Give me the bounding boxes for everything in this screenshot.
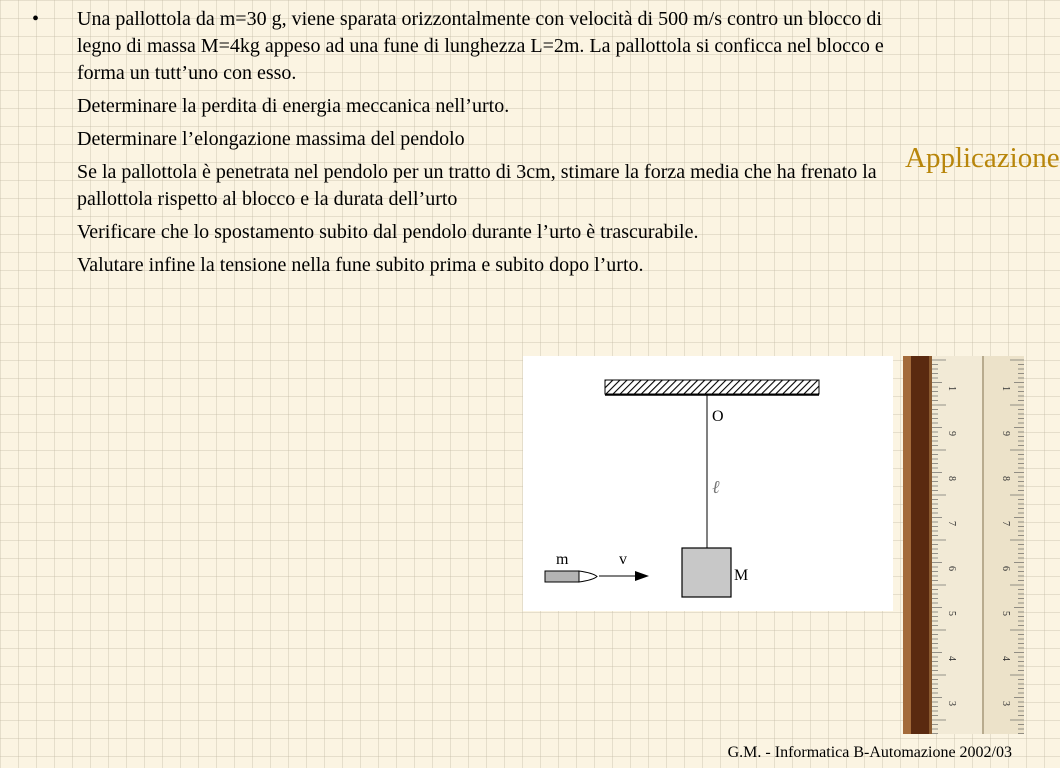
bullet-symbol: • xyxy=(32,8,40,30)
question-displacement: Verificare che lo spostamento subito dal pendolo durante l’urto è trascurabile. xyxy=(77,221,699,243)
bullet-item xyxy=(30,6,910,87)
footer-label: G.M. - Informatica B-Automazione 2002/03 xyxy=(727,744,1012,761)
pendulum-diagram xyxy=(523,356,893,611)
question-energy-loss: Determinare la perdita di energia meccanica nell’urto. xyxy=(77,95,510,117)
ruler-number: 9 xyxy=(1000,431,1011,436)
ruler-scale-right xyxy=(984,356,1024,734)
ruler-number: 4 xyxy=(1000,656,1011,661)
bullet-tip xyxy=(579,571,597,582)
ruler-number: 7 xyxy=(946,521,957,526)
ruler-number: 1 xyxy=(1000,386,1011,391)
string-length-label: ℓ xyxy=(712,477,720,497)
side-title xyxy=(905,142,1060,175)
ruler-number: 4 xyxy=(946,656,957,661)
block-label: M xyxy=(734,567,749,584)
ruler-scale-left xyxy=(932,356,982,734)
ceiling-support xyxy=(605,380,819,394)
ruler-number: 6 xyxy=(1000,566,1011,571)
ruler-number: 1 xyxy=(946,386,957,391)
pivot-label: O xyxy=(712,408,724,425)
ruler-number: 8 xyxy=(1000,476,1011,481)
ruler-number: 8 xyxy=(946,476,957,481)
question-tension: Valutare infine la tensione nella fune subito prima e subito dopo l’urto. xyxy=(77,254,644,276)
bullet-body xyxy=(545,571,579,582)
ruler-wood-edge-light xyxy=(903,356,911,734)
ruler-image xyxy=(903,356,1024,734)
ruler-number: 5 xyxy=(1000,611,1011,616)
ruler-number: 5 xyxy=(946,611,957,616)
pendulum-svg xyxy=(523,356,893,611)
footer-text xyxy=(728,744,1012,762)
ruler-number: 3 xyxy=(946,701,957,706)
ruler-number: 6 xyxy=(946,566,957,571)
block-mass xyxy=(682,548,731,597)
ruler-svg xyxy=(903,356,1024,734)
ruler-number: 7 xyxy=(1000,521,1011,526)
ruler-number: 3 xyxy=(1000,701,1011,706)
ruler-number: 9 xyxy=(946,431,957,436)
bullet-label: m xyxy=(556,551,569,568)
side-title-text: Applicazione xyxy=(905,142,1060,174)
ruler-wood-edge-dark xyxy=(911,356,929,734)
question-average-force: Se la pallottola è penetrata nel pendolo per un tratto di 3cm, stimare la forza media che ha frenato la pallottola rispetto al blocco e la durata dell’urto xyxy=(77,161,877,210)
velocity-arrow-head xyxy=(635,571,649,581)
slide-content xyxy=(30,6,910,279)
problem-statement: Una pallottola da m=30 g, viene sparata orizzontalmente con velocità di 500 m/s contro un blocco di legno di massa M=4kg appeso ad una fune di lunghezza L=2m. La pallottola si conficca nel blocco e forma un tutt’uno con esso. xyxy=(77,8,884,84)
question-max-elongation: Determinare l’elongazione massima del pendolo xyxy=(77,128,465,150)
velocity-label: v xyxy=(619,551,627,568)
